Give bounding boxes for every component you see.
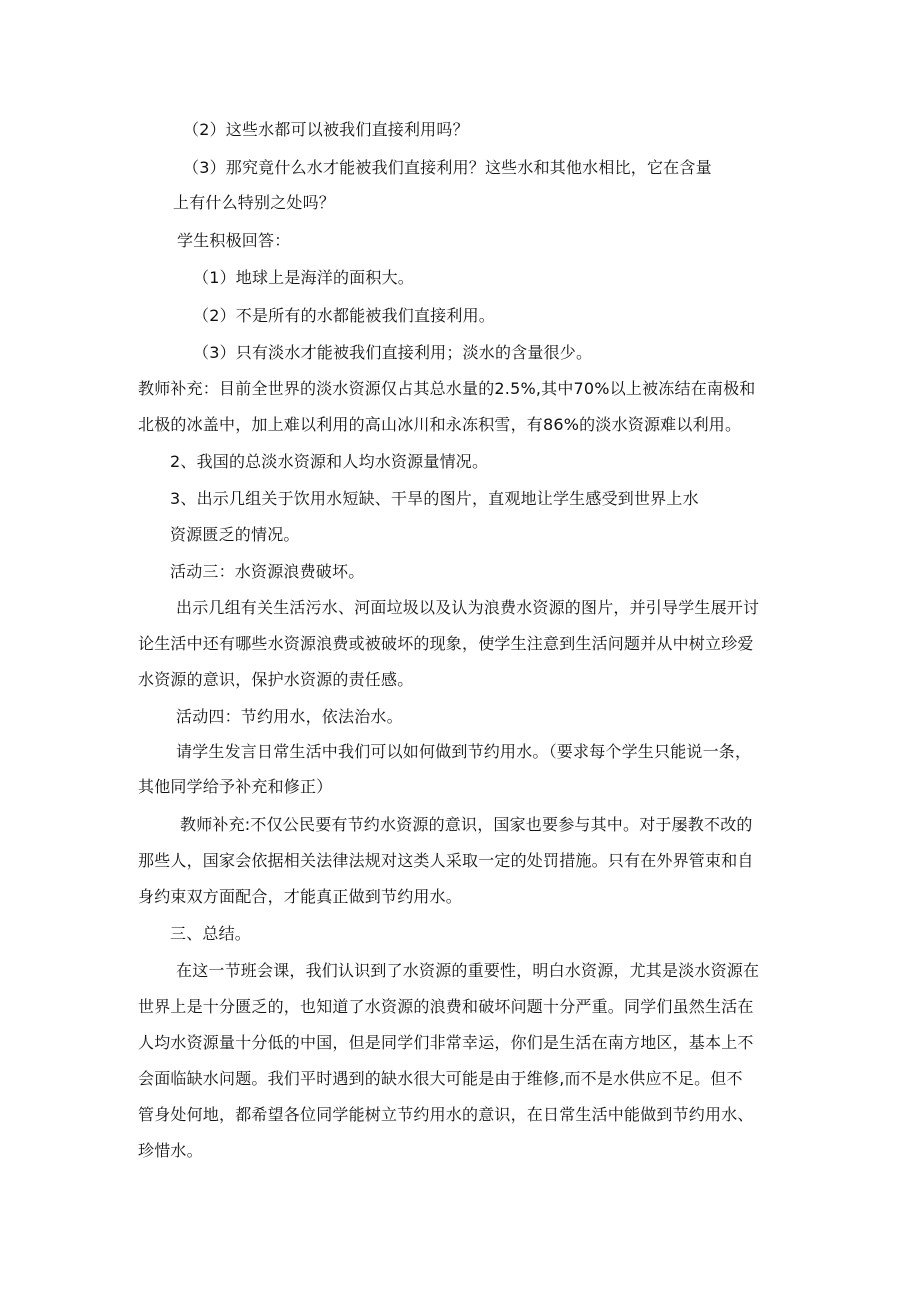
text-line: 世界上是十分匮乏的，也知道了水资源的浪费和破坏问题十分严重。同学们虽然生活在 (138, 997, 754, 1016)
text-line: 人均水资源量十分低的中国，但是同学们非常幸运，你们是生活在南方地区，基本上不 (138, 1033, 754, 1052)
text-line: 管身处何地，都希望各位同学能树立节约用水的意识，在日常生活中能做到节约用水、 (138, 1105, 754, 1124)
text-line: （3）只有淡水才能被我们直接利用；淡水的含量很少。 (193, 343, 593, 362)
text-line: 活动四：节约用水，依法治水。 (176, 707, 403, 726)
text-line: 3、出示几组关于饮用水短缺、干旱的图片，直观地让学生感受到世界上水 (170, 489, 699, 508)
text-line: 出示几组有关生活污水、河面垃圾以及认为浪费水资源的图片，并引导学生展开讨 (176, 598, 760, 617)
text-line: 资源匮乏的情况。 (170, 525, 300, 544)
text-line: （2）不是所有的水都能被我们直接利用。 (193, 306, 495, 325)
text-line: （2）这些水都可以被我们直接利用吗？ (183, 120, 469, 139)
text-line: 那些人，国家会依据相关法律法规对这类人采取一定的处罚措施。只有在外界管束和自 (138, 851, 754, 870)
text-line: 其他同学给予补充和修正） (138, 777, 333, 796)
text-line: 请学生发言日常生活中我们可以如何做到节约用水。（要求每个学生只能说一条， (176, 742, 752, 761)
text-line: 教师补充:不仅公民要有节约水资源的意识，国家也要参与其中。对于屡教不改的 (180, 815, 753, 834)
text-line: 2、我国的总淡水资源和人均水资源量情况。 (170, 452, 489, 471)
text-line: 水资源的意识，保护水资源的责任感。 (138, 670, 414, 689)
text-line: 北极的冰盖中，加上难以利用的高山冰川和永冻积雪，有86%的淡水资源难以利用。 (138, 415, 742, 434)
text-line: 论生活中还有哪些水资源浪费或被破坏的现象，使学生注意到生活问题并从中树立珍爱 (138, 634, 754, 653)
section-heading: 三、总结。 (170, 924, 252, 943)
text-line: 活动三：水资源浪费破坏。 (170, 562, 365, 581)
text-line: 身约束双方面配合，才能真正做到节约用水。 (138, 887, 463, 906)
text-line: 学生积极回答： (177, 231, 291, 250)
text-line: 上有什么特别之处吗？ (173, 193, 336, 212)
text-line: （3）那究竟什么水才能被我们直接利用？这些水和其他水相比，它在含量 (183, 158, 712, 177)
text-line: 教师补充：目前全世界的淡水资源仅占其总水量的2.5%,其中70%以上被冻结在南极和 (138, 379, 756, 398)
text-line: 珍惜水。 (138, 1141, 203, 1160)
text-line: （1）地球上是海洋的面积大。 (193, 268, 414, 287)
text-line: 在这一节班会课，我们认识到了水资源的重要性，明白水资源，尤其是淡水资源在 (176, 961, 760, 980)
text-line: 会面临缺水问题。我们平时遇到的缺水很大可能是由于维修,而不是水供应不足。但不 (138, 1069, 743, 1088)
